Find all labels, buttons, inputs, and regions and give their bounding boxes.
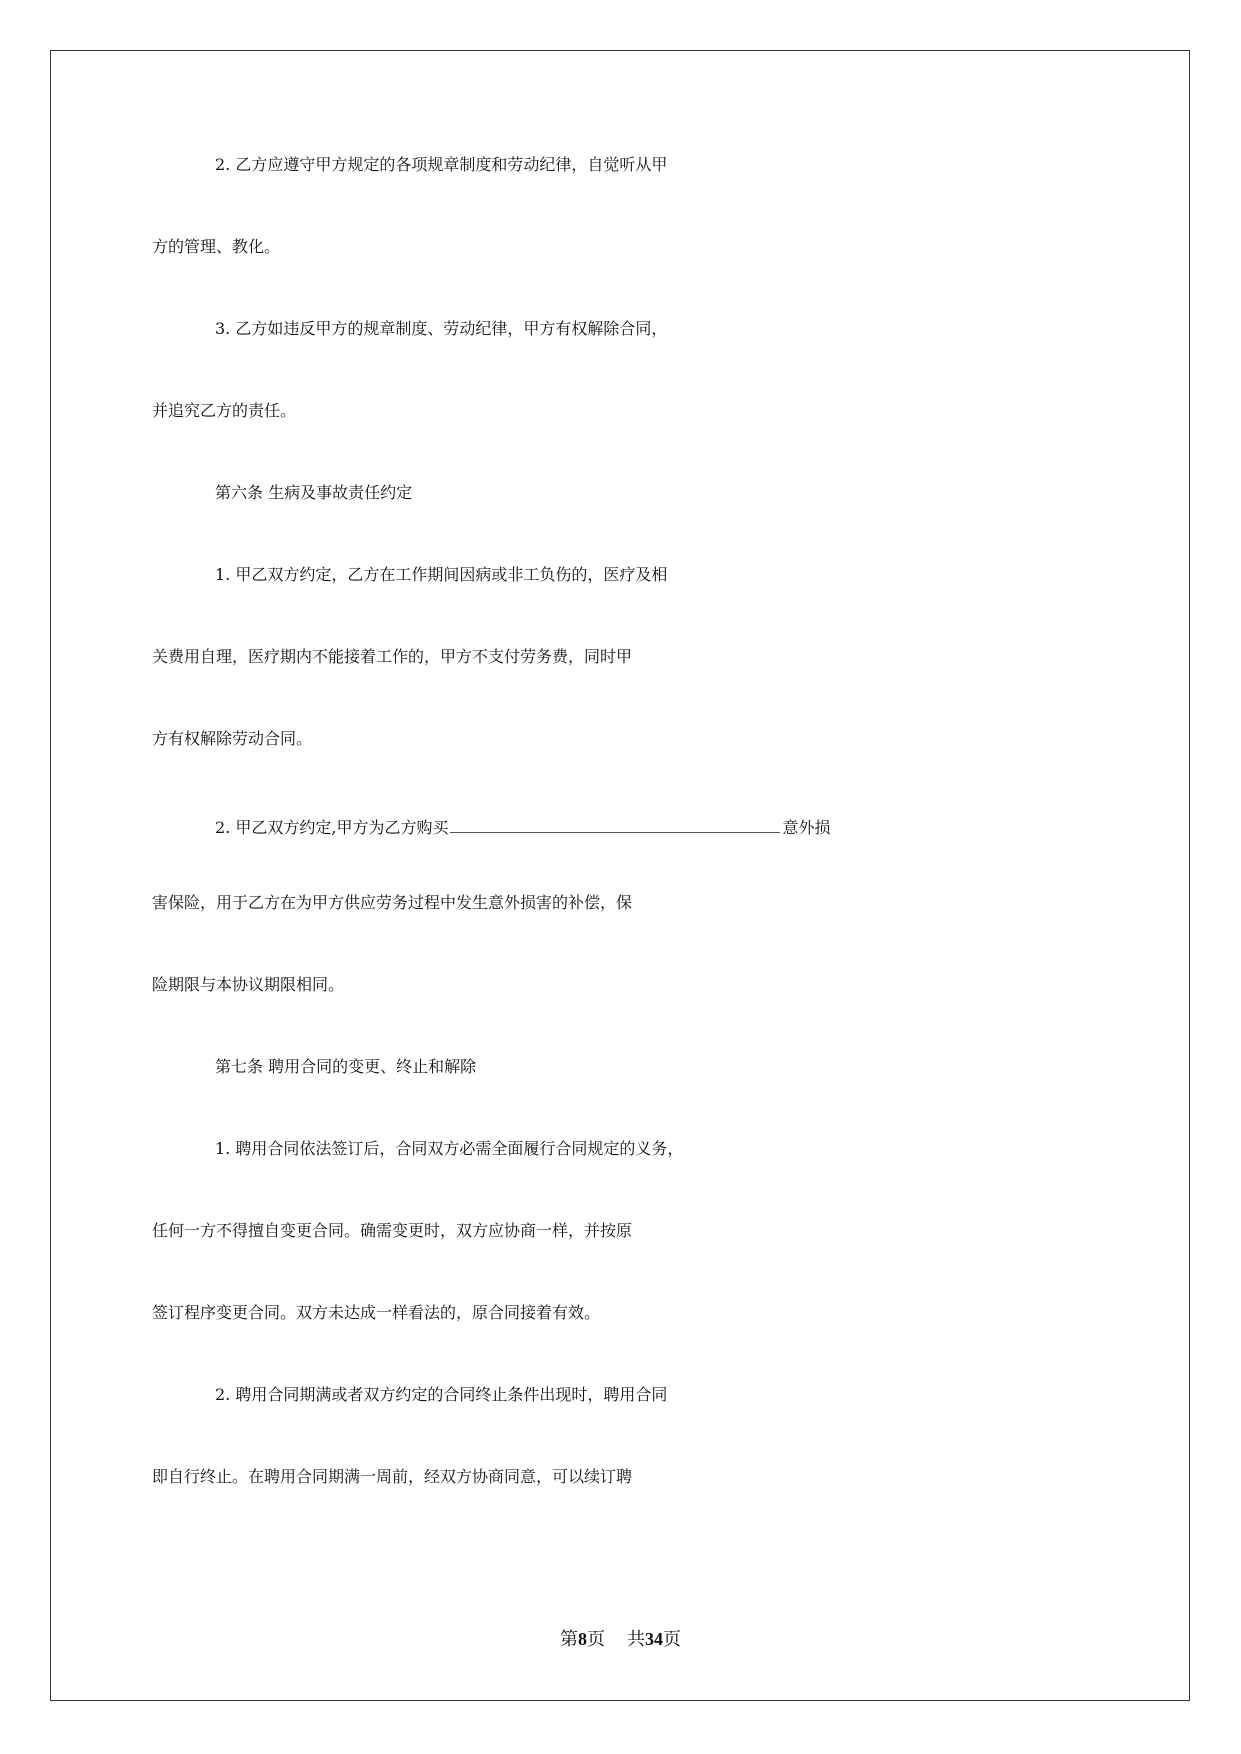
paragraph-5-3 bbox=[152, 316, 1092, 480]
paragraph-7-1 bbox=[152, 1136, 1092, 1382]
paragraph-6-2 bbox=[152, 808, 1092, 1054]
paragraph-7-2 bbox=[152, 1382, 1092, 1546]
text-line: 2. 聘用合同期满或者双方约定的合同终止条件出现时，聘用合同 bbox=[215, 1385, 668, 1404]
text-line: 任何一方不得擅自变更合同。确需变更时，双方应协商一样，并按原 bbox=[152, 1221, 633, 1240]
text-line: 害保险，用于乙方在为甲方供应劳务过程中发生意外损害的补偿，保 bbox=[152, 893, 633, 912]
text-line: 签订程序变更合同。双方未达成一样看法的，原合同接着有效。 bbox=[152, 1303, 601, 1322]
fill-in-blank bbox=[450, 808, 780, 833]
text-after-blank: 意外损 bbox=[782, 818, 831, 837]
text-line-with-blank bbox=[152, 808, 1092, 890]
total-prefix: 共 bbox=[627, 1629, 645, 1649]
section-heading: 第七条 聘用合同的变更、终止和解除 bbox=[215, 1057, 477, 1076]
text-line: 即自行终止。在聘用合同期满一周前，经双方协商同意，可以续订聘 bbox=[152, 1467, 633, 1486]
text-line: 1. 聘用合同依法签订后，合同双方必需全面履行合同规定的义务， bbox=[215, 1139, 684, 1158]
text-before-blank: 2. 甲乙双方约定,甲方为乙方购买 bbox=[215, 818, 449, 837]
paragraph-6-1 bbox=[152, 562, 1092, 808]
text-line: 2. 乙方应遵守甲方规定的各项规章制度和劳动纪律，自觉听从甲 bbox=[215, 155, 668, 174]
text-line: 方的管理、教化。 bbox=[152, 237, 281, 256]
text-line: 3. 乙方如违反甲方的规章制度、劳动纪律，甲方有权解除合同， bbox=[215, 319, 668, 338]
total-pages: 34 bbox=[645, 1629, 663, 1649]
article-6-heading bbox=[152, 480, 1092, 562]
section-heading: 第六条 生病及事故责任约定 bbox=[215, 483, 413, 502]
paragraph-5-2 bbox=[152, 152, 1092, 316]
page-footer bbox=[0, 1625, 1241, 1651]
document-body bbox=[152, 152, 1092, 1546]
article-7-heading bbox=[152, 1054, 1092, 1136]
text-line: 方有权解除劳动合同。 bbox=[152, 729, 313, 748]
text-line: 1. 甲乙双方约定，乙方在工作期间因病或非工负伤的，医疗及相 bbox=[215, 565, 668, 584]
text-line: 并追究乙方的责任。 bbox=[152, 401, 297, 420]
page-suffix: 页 bbox=[587, 1629, 605, 1649]
text-line: 险期限与本协议期限相同。 bbox=[152, 975, 345, 994]
page-prefix: 第 bbox=[560, 1629, 578, 1649]
text-line: 关费用自理，医疗期内不能接着工作的，甲方不支付劳务费，同时甲 bbox=[152, 647, 633, 666]
total-suffix: 页 bbox=[663, 1629, 681, 1649]
page-number: 8 bbox=[578, 1629, 587, 1649]
